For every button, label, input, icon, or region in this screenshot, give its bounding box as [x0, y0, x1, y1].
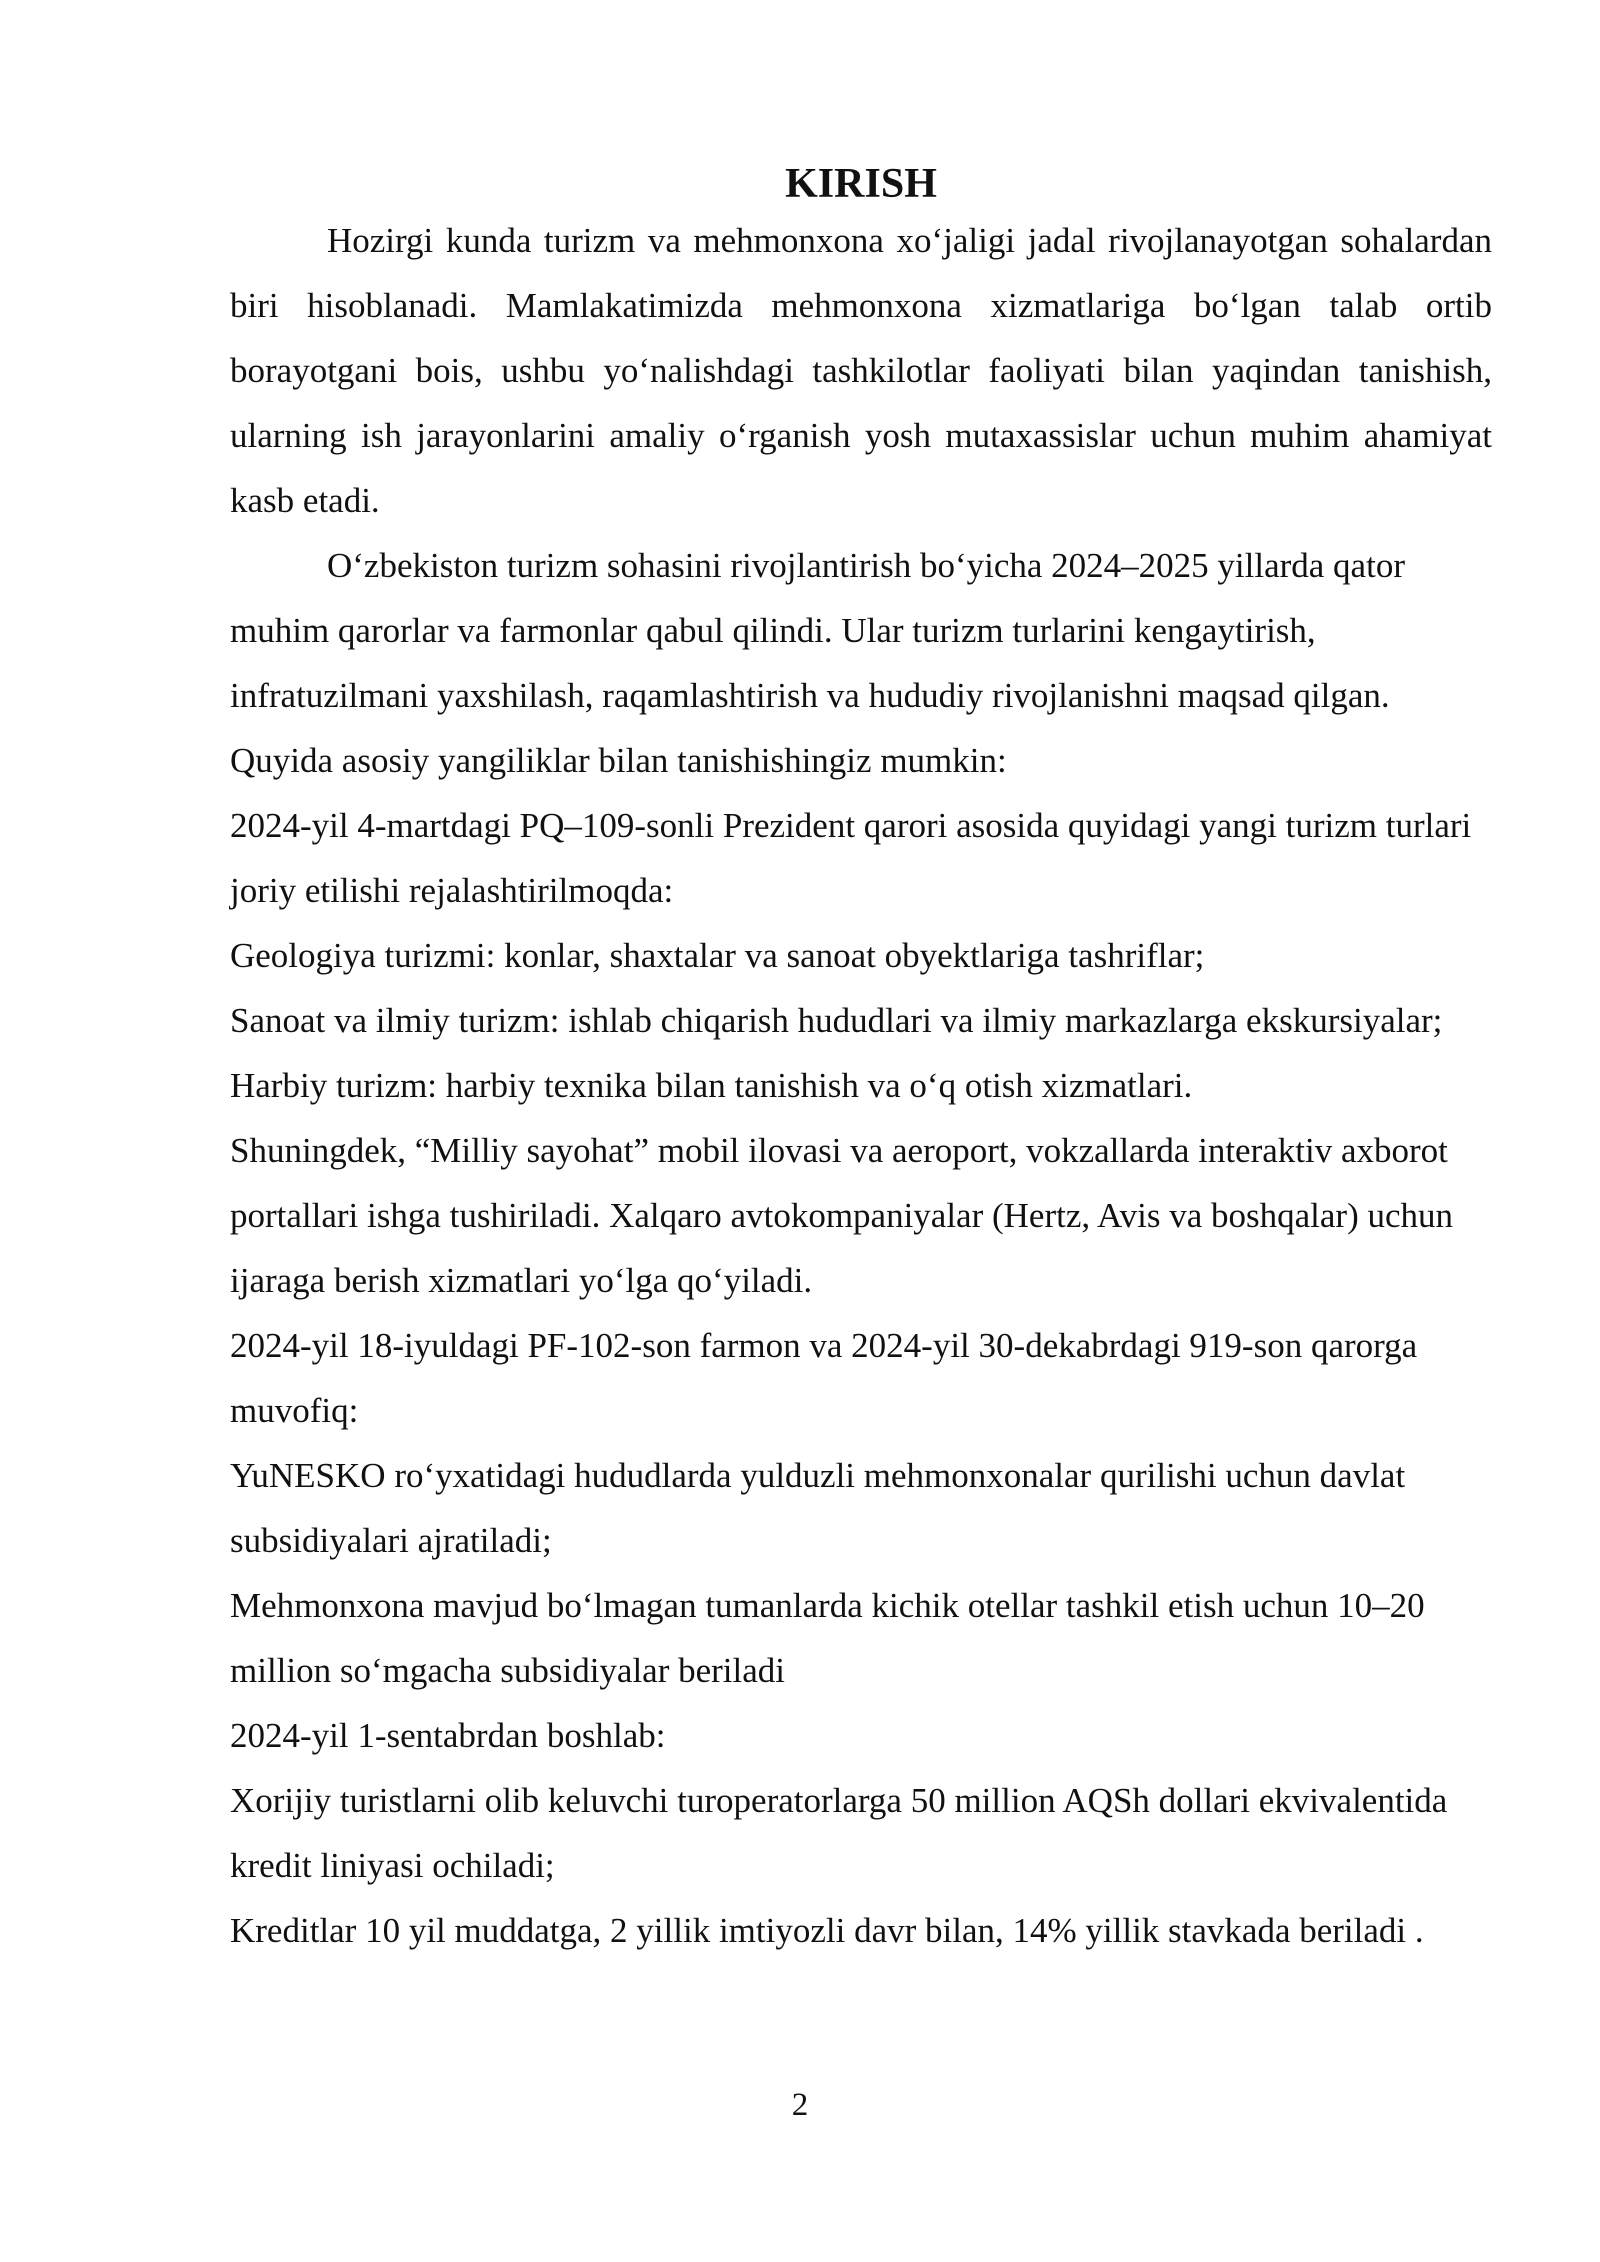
policy-paragraph: O‘zbekiston turizm sohasini rivojlantirish bo‘yicha 2024–2025 yillarda qator muhim qarorlar va farmonlar qabul qilindi. Ular turizm turlarini kengaytirish, infratuzilmani yaxshilash, raqamlashtirish va hududiy rivojlanishni maqsad qilgan. Quyida asosiy yangiliklar bilan tanishishingiz mumkin:	[230, 546, 1405, 780]
date-paragraph-september: 2024-yil 1-sentabrdan boshlab:	[230, 1716, 666, 1755]
intro-paragraph: Hozirgi kunda turizm va mehmonxona xo‘jaligi jadal rivojlanayotgan sohalardan biri hisoblanadi. Mamlakatimizda mehmonxona xizmatlariga bo‘lgan talab ortib borayotgani bois, ushbu yo‘nalishdagi tashkilotlar faoliyati bilan yaqindan tanishish, ularning ish jarayonlarini amaliy o‘rganish yosh mutaxassislar uchun muhim ahamiyat kasb etadi.	[230, 221, 1492, 520]
list-item-unesco-subsidies: YuNESKO ro‘yxatidagi hududlarda yulduzli mehmonxonalar qurilishi uchun davlat subsidiyalari ajratiladi;	[230, 1456, 1406, 1560]
document-page	[230, 160, 1492, 1963]
digital-services-paragraph: Shuningdek, “Milliy sayohat” mobil ilovasi va aeroport, vokzallarda interaktiv axborot portallari ishga tushiriladi. Xalqaro avtokompaniyalar (Hertz, Avis va boshqalar) uchun ijaraga berish xizmatlari yo‘lga qo‘yiladi.	[230, 1131, 1454, 1300]
list-item-small-hotels: Mehmonxona mavjud bo‘lmagan tumanlarda kichik otellar tashkil etish uchun 10–20 million so‘mgacha subsidiyalar beriladi	[230, 1586, 1425, 1690]
list-item-geology-tourism: Geologiya turizmi: konlar, shaxtalar va sanoat obyektlariga tashriflar;	[230, 936, 1205, 975]
list-item-industrial-tourism: Sanoat va ilmiy turizm: ishlab chiqarish hududlari va ilmiy markazlarga ekskursiyalar;	[230, 1001, 1443, 1040]
list-item-credit-terms: Kreditlar 10 yil muddatga, 2 yillik imtiyozli davr bilan, 14% yillik stavkada beriladi .	[230, 1911, 1424, 1950]
list-item-military-tourism: Harbiy turizm: harbiy texnika bilan tanishish va o‘q otish xizmatlari.	[230, 1066, 1193, 1105]
list-item-credit-line: Xorijiy turistlarni olib keluvchi turoperatorlarga 50 million AQSh dollari ekvivalentida kredit liniyasi ochiladi;	[230, 1781, 1448, 1885]
decree-paragraph-pf102: 2024-yil 18-iyuldagi PF-102-son farmon va 2024-yil 30-dekabrdagi 919-son qarorga muvofiq:	[230, 1326, 1418, 1430]
page-number: 2	[791, 2087, 809, 2123]
decree-paragraph-pq109: 2024-yil 4-martdagi PQ–109-sonli Prezident qarori asosida quyidagi yangi turizm turlari joriy etilishi rejalashtirilmoqda:	[230, 806, 1472, 910]
section-title: KIRISH	[785, 161, 937, 207]
